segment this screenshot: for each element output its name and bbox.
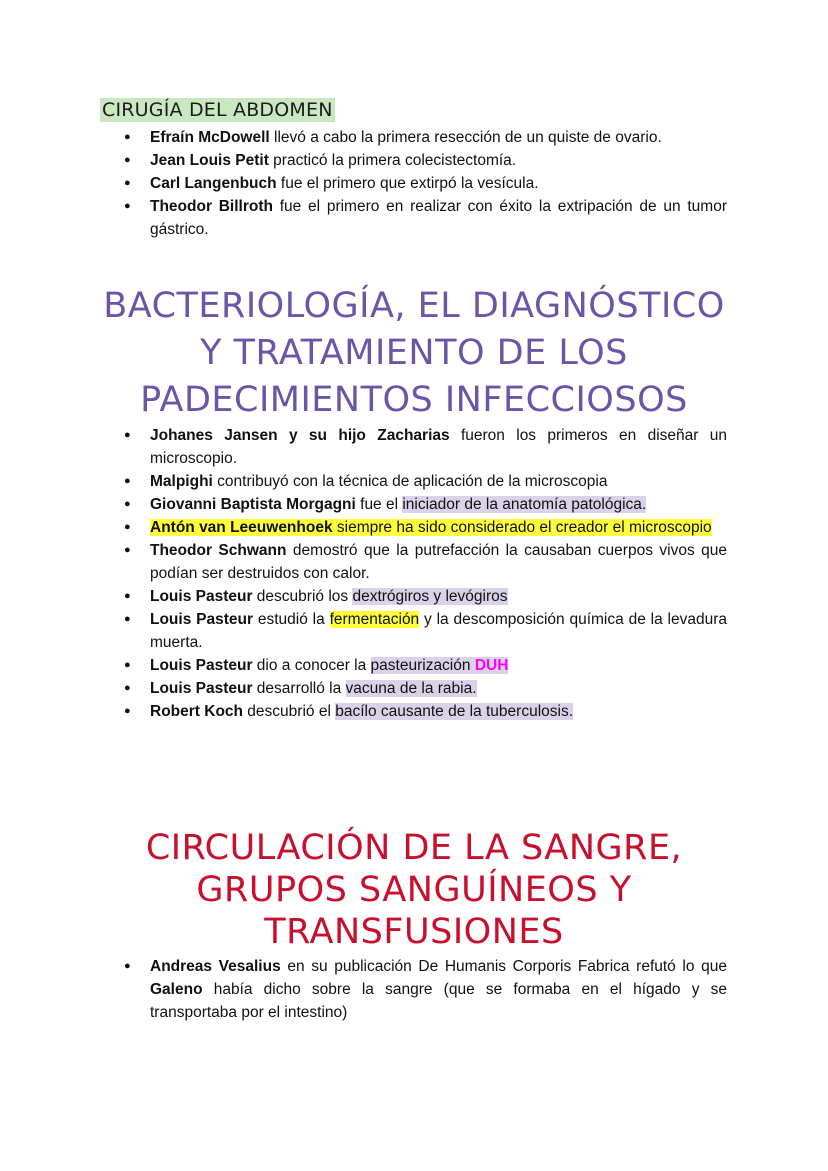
highlighted-text: bacílo causante de la tuberculosis. [335, 703, 574, 720]
item-text: llevó a cabo la primera resección de un quiste de ovario. [269, 129, 662, 146]
item-text: fue el [355, 496, 403, 513]
item-text: fue el primero que extirpó la vesícula. [276, 175, 539, 192]
item-text: estudió la [253, 611, 330, 628]
person-name: Malpighi [150, 473, 213, 490]
person-name: Carl Langenbuch [150, 175, 277, 192]
person-name: Efraín McDowell [150, 129, 270, 146]
person-name: Galeno [150, 981, 203, 998]
highlighted-text: iniciador de la anatomía patológica. [402, 496, 647, 513]
bacteriology-heading-line3: PADECIMIENTOS INFECCIOSOS [140, 380, 688, 420]
list-item-highlighted [124, 516, 727, 539]
item-text: y la descomposición química de la levadura muerta. [150, 611, 728, 651]
item-text: fueron los primeros en diseñar un microscopio. [150, 427, 728, 467]
bacteriology-heading-line1: BACTERIOLOGÍA, EL DIAGNÓSTICO [103, 286, 725, 326]
bacteriology-list [124, 424, 727, 723]
highlighted-text [150, 519, 712, 536]
person-name: Robert Koch [150, 703, 243, 720]
circulation-heading-line2: GRUPOS SANGUÍNEOS Y [196, 870, 632, 910]
list-item [124, 195, 727, 241]
section-label-abdomen: CIRUGÍA DEL ABDOMEN [102, 99, 333, 121]
highlight-words: pasteurización [370, 657, 475, 674]
list-item [124, 493, 727, 516]
list-item [124, 470, 727, 493]
person-name: Louis Pasteur [150, 611, 254, 628]
highlighted-text: dextrógiros y levógiros [352, 588, 508, 605]
person-name: Antón van Leeuwenhoek [150, 519, 333, 536]
person-name: Giovanni Baptista Morgagni [150, 496, 356, 513]
bacteriology-heading-line2: Y TRATAMIENTO DE LOS [200, 333, 628, 373]
person-name: Louis Pasteur [150, 680, 253, 697]
circulation-list [124, 955, 727, 1024]
circulation-heading-line3: TRANSFUSIONES [264, 912, 564, 952]
item-text: dio a conocer la [252, 657, 371, 674]
abdomen-list [124, 126, 727, 241]
list-item [124, 677, 727, 700]
duh-annotation: DUH [474, 657, 509, 674]
list-item [124, 126, 727, 149]
person-name: Louis Pasteur [150, 657, 253, 674]
list-item [124, 149, 727, 172]
highlighted-text: vacuna de la rabia. [345, 680, 477, 697]
item-text: contribuyó con la técnica de aplicación de la microscopia [212, 473, 608, 490]
item-text: en su publicación De Humanis Corporis Fabrica refutó lo que [280, 958, 727, 975]
list-item [124, 585, 727, 608]
item-text: había dicho sobre la sangre (que se formaba en el hígado y se transportaba por el intestino) [150, 981, 727, 1021]
person-name: Johanes Jansen y su hijo Zacharias [150, 427, 450, 444]
item-text: descubrió los [252, 588, 353, 605]
item-text: fue el primero en realizar con éxito la extripación de un tumor gástrico. [150, 198, 727, 238]
item-text: practicó la primera colecistectomía. [268, 152, 517, 169]
item-text: descubrió el [243, 703, 336, 720]
circulation-heading-line1: CIRCULACIÓN DE LA SANGRE, [145, 828, 683, 868]
list-item [124, 172, 727, 195]
person-name: Andreas Vesalius [150, 958, 281, 975]
item-text: desarrolló la [252, 680, 346, 697]
highlighted-text [371, 657, 509, 674]
highlighted-text: fermentación [329, 611, 420, 628]
list-item [124, 539, 727, 585]
list-item [124, 654, 727, 677]
item-text: demostró que la putrefacción la causaban cuerpos vivos que podían ser destruidos con calor. [150, 542, 728, 582]
person-name: Theodor Schwann [150, 542, 287, 559]
list-item [124, 955, 727, 1024]
list-item [124, 608, 727, 654]
person-name: Theodor Billroth [150, 198, 273, 215]
person-name: Jean Louis Petit [150, 152, 269, 169]
list-item [124, 700, 727, 723]
person-name: Louis Pasteur [150, 588, 253, 605]
item-text: siempre ha sido considerado el creador el microscopio [332, 519, 712, 536]
list-item [124, 424, 727, 470]
